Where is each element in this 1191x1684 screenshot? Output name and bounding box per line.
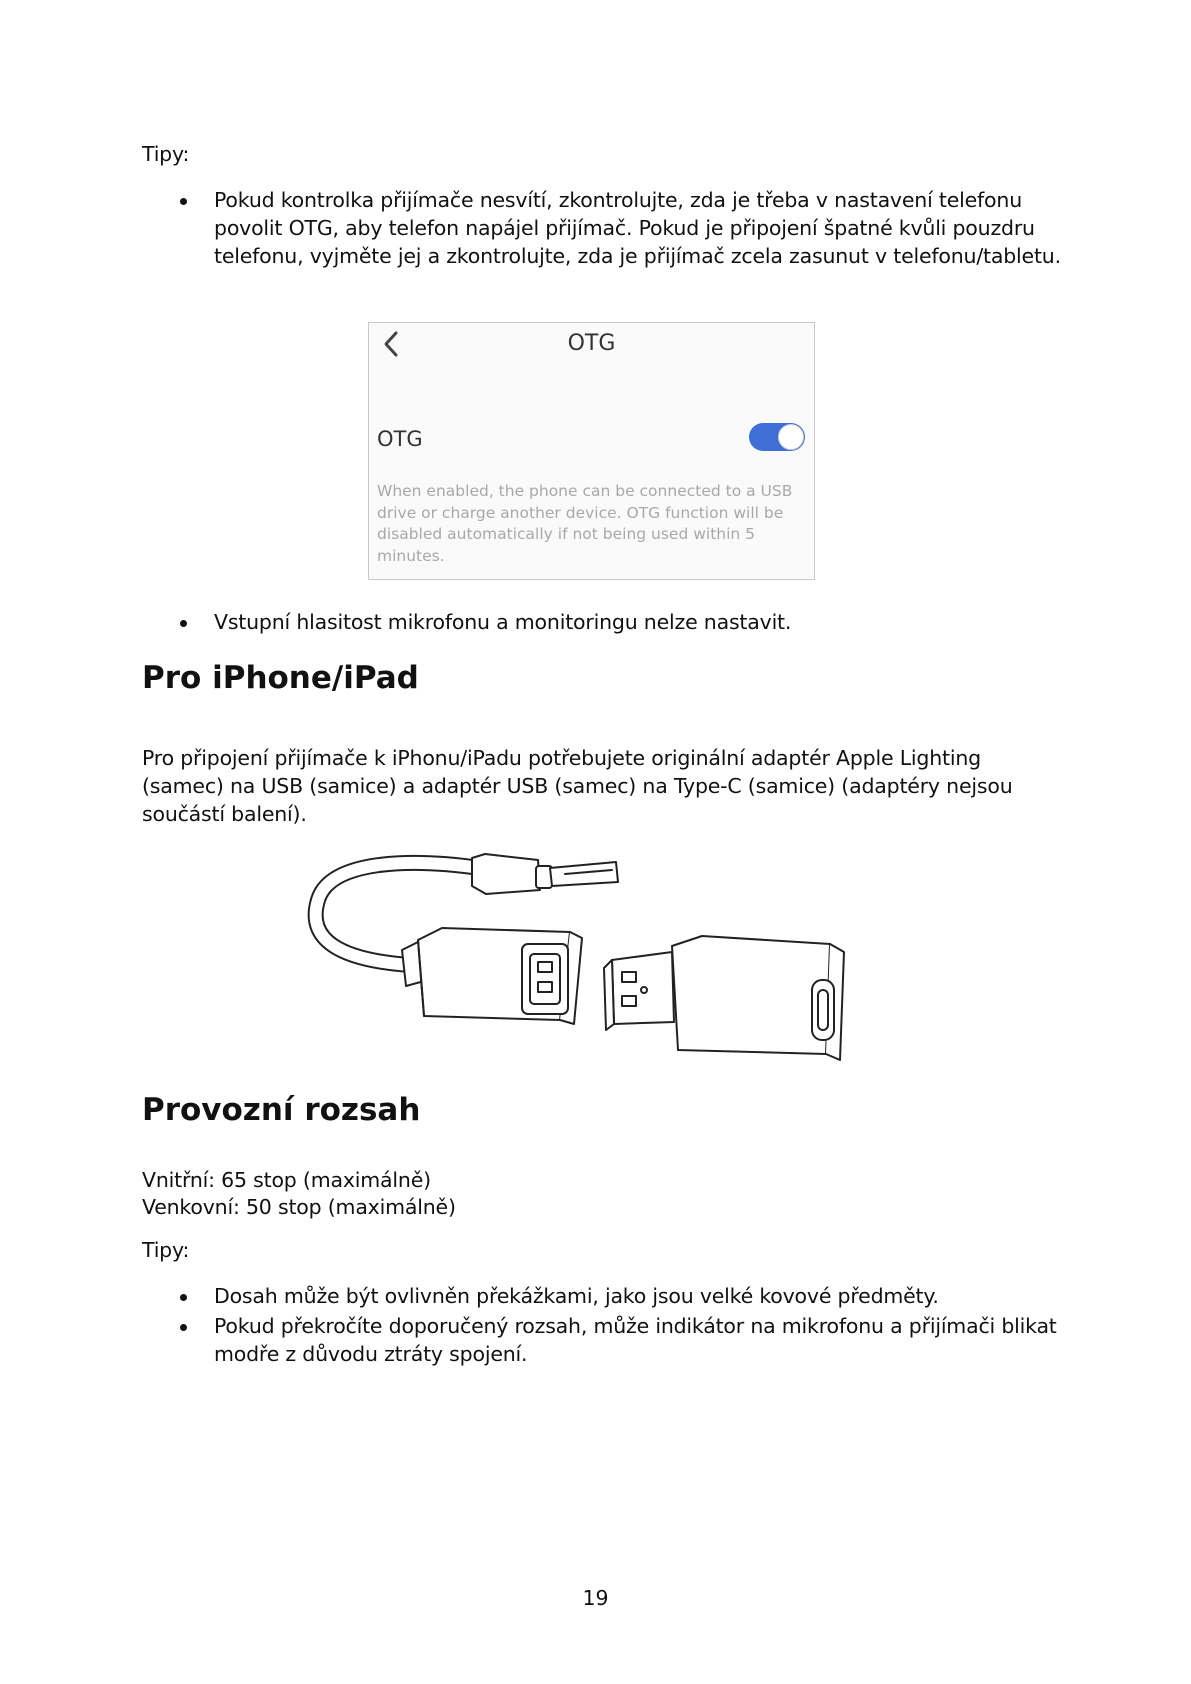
list-item [142,1282,1062,1310]
otg-settings-screenshot [368,322,815,580]
otg-setting-label: OTG [377,427,423,451]
otg-toggle-switch [749,423,805,451]
heading-iphone-ipad: Pro iPhone/iPad [142,660,419,696]
list-item [142,186,1062,270]
bullet-dot [180,1294,187,1301]
bullet-text: Pokud kontrolka přijímače nesvítí, zkontrolujte, zda je třeba v nastavení telefonu povolit OTG, aby telefon napájel přijímač. Pokud je připojení špatné kvůli pouzdru telefonu, vyjměte jej a zkontrolujte, zda je přijímač zcela zasunut v telefonu/tabletu. [214,188,1061,268]
bullet-list-volume [142,608,1062,638]
otg-description: When enabled, the phone can be connected to a USB drive or charge another device. OTG function will be disabled automatically if not being used within 5 minutes. [377,482,793,565]
bullet-list-range [142,1282,1062,1370]
bullet-text: Pokud překročíte doporučený rozsah, může indikátor na mikrofonu a přijímači blikat modře z důvodu ztráty spojení. [214,1314,1057,1366]
bullet-text: Vstupní hlasitost mikrofonu a monitoringu nelze nastavit. [214,610,792,634]
adapter-illustration [300,840,880,1100]
otg-screen-title: OTG [567,331,616,356]
iphone-paragraph: Pro připojení přijímače k iPhonu/iPadu potřebujete originální adaptér Apple Lighting (samec) na USB (samice) a adaptér USB (samec) na Type-C (samice) (adaptéry nejsou součástí balení). [142,746,1013,826]
bullet-dot [180,198,187,205]
tips-label: Tipy: [142,1238,190,1262]
toggle-knob [778,424,804,450]
list-item [142,608,1062,636]
bullet-text: Dosah může být ovlivněn překážkami, jako jsou velké kovové předměty. [214,1284,939,1308]
bullet-list-otg [142,186,1062,272]
bullet-dot [180,1324,187,1331]
tips-label: Tipy: [142,142,190,166]
range-indoor: Vnitřní: 65 stop (maximálně) [142,1168,431,1192]
bullet-dot [180,620,187,627]
range-outdoor: Venkovní: 50 stop (maximálně) [142,1195,456,1219]
list-item [142,1312,1062,1368]
heading-operating-range: Provozní rozsah [142,1092,421,1128]
page-number: 19 [582,1586,609,1610]
